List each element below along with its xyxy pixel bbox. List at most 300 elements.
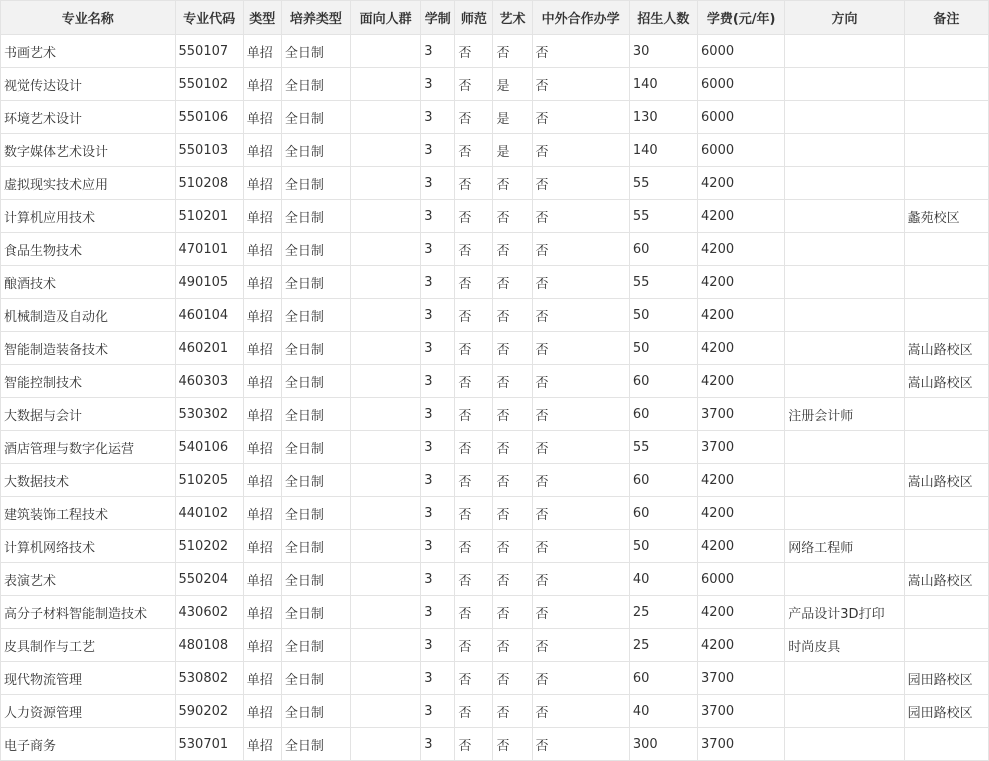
cell-major-name: 现代物流管理	[1, 662, 176, 695]
cell-target-group	[351, 299, 421, 332]
cell-art: 否	[493, 167, 532, 200]
table-row	[1, 35, 989, 68]
cell-target-group	[351, 134, 421, 167]
cell-remark	[904, 68, 988, 101]
cell-sino-foreign: 否	[532, 497, 629, 530]
cell-sino-foreign: 否	[532, 563, 629, 596]
cell-duration: 3	[421, 167, 455, 200]
cell-art: 否	[493, 398, 532, 431]
cell-sino-foreign: 否	[532, 365, 629, 398]
column-header-normal-school: 师范	[455, 1, 493, 35]
cell-type: 单招	[243, 68, 281, 101]
cell-major-name: 皮具制作与工艺	[1, 629, 176, 662]
cell-duration: 3	[421, 266, 455, 299]
cell-major-name: 视觉传达设计	[1, 68, 176, 101]
cell-duration: 3	[421, 35, 455, 68]
cell-art: 否	[493, 200, 532, 233]
cell-sino-foreign: 否	[532, 398, 629, 431]
cell-duration: 3	[421, 200, 455, 233]
cell-enrollment: 25	[629, 629, 697, 662]
cell-target-group	[351, 200, 421, 233]
cell-target-group	[351, 662, 421, 695]
cell-target-group	[351, 728, 421, 761]
cell-major-code: 540106	[175, 431, 243, 464]
cell-study-mode: 全日制	[281, 200, 350, 233]
cell-major-name: 建筑装饰工程技术	[1, 497, 176, 530]
cell-art: 否	[493, 464, 532, 497]
cell-direction: 注册会计师	[785, 398, 904, 431]
cell-study-mode: 全日制	[281, 695, 350, 728]
cell-study-mode: 全日制	[281, 35, 350, 68]
column-header-enrollment: 招生人数	[629, 1, 697, 35]
cell-enrollment: 25	[629, 596, 697, 629]
cell-normal-school: 否	[455, 299, 493, 332]
cell-target-group	[351, 68, 421, 101]
column-header-sino-foreign: 中外合作办学	[532, 1, 629, 35]
cell-major-code: 510205	[175, 464, 243, 497]
cell-tuition: 4200	[698, 233, 785, 266]
cell-enrollment: 60	[629, 398, 697, 431]
cell-direction: 时尚皮具	[785, 629, 904, 662]
cell-type: 单招	[243, 662, 281, 695]
table-row	[1, 563, 989, 596]
cell-study-mode: 全日制	[281, 68, 350, 101]
cell-target-group	[351, 167, 421, 200]
cell-study-mode: 全日制	[281, 233, 350, 266]
cell-study-mode: 全日制	[281, 464, 350, 497]
cell-target-group	[351, 398, 421, 431]
cell-sino-foreign: 否	[532, 266, 629, 299]
cell-major-name: 高分子材料智能制造技术	[1, 596, 176, 629]
cell-normal-school: 否	[455, 134, 493, 167]
cell-study-mode: 全日制	[281, 728, 350, 761]
cell-duration: 3	[421, 728, 455, 761]
cell-study-mode: 全日制	[281, 530, 350, 563]
cell-major-name: 食品生物技术	[1, 233, 176, 266]
column-header-major-code: 专业代码	[175, 1, 243, 35]
column-header-remark: 备注	[904, 1, 988, 35]
cell-enrollment: 300	[629, 728, 697, 761]
cell-remark	[904, 101, 988, 134]
cell-major-code: 530302	[175, 398, 243, 431]
cell-major-name: 机械制造及自动化	[1, 299, 176, 332]
cell-normal-school: 否	[455, 398, 493, 431]
cell-major-name: 虚拟现实技术应用	[1, 167, 176, 200]
cell-target-group	[351, 596, 421, 629]
column-header-study-mode: 培养类型	[281, 1, 350, 35]
cell-duration: 3	[421, 431, 455, 464]
cell-major-code: 530701	[175, 728, 243, 761]
cell-remark	[904, 134, 988, 167]
cell-target-group	[351, 629, 421, 662]
cell-enrollment: 60	[629, 662, 697, 695]
cell-direction	[785, 431, 904, 464]
cell-normal-school: 否	[455, 365, 493, 398]
cell-major-name: 表演艺术	[1, 563, 176, 596]
cell-remark: 嵩山路校区	[904, 332, 988, 365]
cell-remark: 园田路校区	[904, 662, 988, 695]
cell-major-code: 530802	[175, 662, 243, 695]
cell-art: 否	[493, 35, 532, 68]
cell-tuition: 4200	[698, 497, 785, 530]
table-row	[1, 167, 989, 200]
cell-art: 否	[493, 530, 532, 563]
column-header-target-group: 面向人群	[351, 1, 421, 35]
cell-tuition: 4200	[698, 530, 785, 563]
cell-study-mode: 全日制	[281, 497, 350, 530]
cell-art: 否	[493, 695, 532, 728]
cell-type: 单招	[243, 695, 281, 728]
cell-major-name: 智能制造装备技术	[1, 332, 176, 365]
cell-study-mode: 全日制	[281, 332, 350, 365]
cell-direction	[785, 563, 904, 596]
cell-major-name: 酒店管理与数字化运营	[1, 431, 176, 464]
cell-sino-foreign: 否	[532, 68, 629, 101]
cell-enrollment: 130	[629, 101, 697, 134]
cell-sino-foreign: 否	[532, 233, 629, 266]
cell-enrollment: 60	[629, 233, 697, 266]
cell-art: 是	[493, 68, 532, 101]
cell-sino-foreign: 否	[532, 134, 629, 167]
cell-target-group	[351, 695, 421, 728]
cell-remark: 嵩山路校区	[904, 563, 988, 596]
cell-major-code: 510208	[175, 167, 243, 200]
cell-art: 否	[493, 233, 532, 266]
cell-duration: 3	[421, 662, 455, 695]
cell-sino-foreign: 否	[532, 35, 629, 68]
cell-tuition: 4200	[698, 464, 785, 497]
cell-direction	[785, 662, 904, 695]
cell-tuition: 3700	[698, 662, 785, 695]
cell-direction	[785, 332, 904, 365]
cell-normal-school: 否	[455, 695, 493, 728]
cell-major-code: 440102	[175, 497, 243, 530]
table-row	[1, 68, 989, 101]
cell-duration: 3	[421, 101, 455, 134]
cell-normal-school: 否	[455, 530, 493, 563]
cell-major-code: 480108	[175, 629, 243, 662]
cell-art: 否	[493, 662, 532, 695]
cell-enrollment: 140	[629, 134, 697, 167]
cell-target-group	[351, 365, 421, 398]
cell-duration: 3	[421, 629, 455, 662]
cell-study-mode: 全日制	[281, 431, 350, 464]
cell-tuition: 3700	[698, 728, 785, 761]
cell-enrollment: 140	[629, 68, 697, 101]
cell-enrollment: 50	[629, 530, 697, 563]
cell-direction	[785, 464, 904, 497]
cell-normal-school: 否	[455, 101, 493, 134]
cell-major-name: 酿酒技术	[1, 266, 176, 299]
table-row	[1, 431, 989, 464]
cell-target-group	[351, 332, 421, 365]
cell-art: 否	[493, 431, 532, 464]
cell-tuition: 4200	[698, 200, 785, 233]
cell-remark: 蠡苑校区	[904, 200, 988, 233]
table-row	[1, 266, 989, 299]
table-row	[1, 101, 989, 134]
cell-major-code: 510202	[175, 530, 243, 563]
cell-study-mode: 全日制	[281, 266, 350, 299]
cell-normal-school: 否	[455, 233, 493, 266]
cell-direction	[785, 299, 904, 332]
cell-normal-school: 否	[455, 167, 493, 200]
cell-tuition: 6000	[698, 101, 785, 134]
cell-tuition: 4200	[698, 629, 785, 662]
cell-normal-school: 否	[455, 431, 493, 464]
cell-major-name: 人力资源管理	[1, 695, 176, 728]
table-row	[1, 299, 989, 332]
cell-duration: 3	[421, 530, 455, 563]
table-row	[1, 695, 989, 728]
column-header-duration: 学制	[421, 1, 455, 35]
cell-tuition: 3700	[698, 398, 785, 431]
cell-direction	[785, 35, 904, 68]
column-header-direction: 方向	[785, 1, 904, 35]
cell-tuition: 3700	[698, 431, 785, 464]
cell-study-mode: 全日制	[281, 662, 350, 695]
cell-remark	[904, 266, 988, 299]
cell-major-code: 460201	[175, 332, 243, 365]
cell-study-mode: 全日制	[281, 299, 350, 332]
cell-remark	[904, 167, 988, 200]
cell-normal-school: 否	[455, 332, 493, 365]
cell-major-name: 数字媒体艺术设计	[1, 134, 176, 167]
cell-duration: 3	[421, 398, 455, 431]
cell-art: 否	[493, 299, 532, 332]
cell-major-code: 550204	[175, 563, 243, 596]
cell-duration: 3	[421, 464, 455, 497]
cell-sino-foreign: 否	[532, 530, 629, 563]
cell-remark: 园田路校区	[904, 695, 988, 728]
cell-enrollment: 60	[629, 365, 697, 398]
cell-duration: 3	[421, 332, 455, 365]
cell-direction	[785, 728, 904, 761]
cell-art: 否	[493, 266, 532, 299]
cell-type: 单招	[243, 200, 281, 233]
cell-normal-school: 否	[455, 662, 493, 695]
cell-sino-foreign: 否	[532, 332, 629, 365]
cell-duration: 3	[421, 134, 455, 167]
cell-remark	[904, 497, 988, 530]
cell-duration: 3	[421, 596, 455, 629]
cell-remark: 嵩山路校区	[904, 464, 988, 497]
cell-enrollment: 40	[629, 695, 697, 728]
table-row	[1, 728, 989, 761]
cell-major-code: 460104	[175, 299, 243, 332]
cell-remark	[904, 35, 988, 68]
cell-sino-foreign: 否	[532, 695, 629, 728]
cell-direction	[785, 365, 904, 398]
cell-major-name: 计算机应用技术	[1, 200, 176, 233]
cell-sino-foreign: 否	[532, 101, 629, 134]
table-row	[1, 530, 989, 563]
cell-type: 单招	[243, 35, 281, 68]
cell-type: 单招	[243, 530, 281, 563]
cell-normal-school: 否	[455, 35, 493, 68]
cell-normal-school: 否	[455, 563, 493, 596]
cell-normal-school: 否	[455, 200, 493, 233]
cell-normal-school: 否	[455, 464, 493, 497]
cell-normal-school: 否	[455, 728, 493, 761]
table-row	[1, 398, 989, 431]
table-row	[1, 662, 989, 695]
cell-direction	[785, 134, 904, 167]
table-row	[1, 365, 989, 398]
cell-study-mode: 全日制	[281, 398, 350, 431]
cell-study-mode: 全日制	[281, 629, 350, 662]
column-header-type: 类型	[243, 1, 281, 35]
cell-major-name: 环境艺术设计	[1, 101, 176, 134]
cell-major-code: 550103	[175, 134, 243, 167]
table-row	[1, 200, 989, 233]
cell-type: 单招	[243, 134, 281, 167]
cell-enrollment: 55	[629, 431, 697, 464]
cell-normal-school: 否	[455, 497, 493, 530]
cell-target-group	[351, 530, 421, 563]
table-row	[1, 497, 989, 530]
cell-sino-foreign: 否	[532, 728, 629, 761]
cell-major-code: 550102	[175, 68, 243, 101]
cell-sino-foreign: 否	[532, 596, 629, 629]
cell-tuition: 6000	[698, 35, 785, 68]
cell-direction	[785, 167, 904, 200]
cell-major-code: 510201	[175, 200, 243, 233]
cell-remark	[904, 299, 988, 332]
cell-enrollment: 50	[629, 332, 697, 365]
cell-type: 单招	[243, 596, 281, 629]
cell-study-mode: 全日制	[281, 563, 350, 596]
cell-sino-foreign: 否	[532, 200, 629, 233]
table-row	[1, 134, 989, 167]
cell-type: 单招	[243, 629, 281, 662]
cell-major-code: 550107	[175, 35, 243, 68]
cell-major-code: 590202	[175, 695, 243, 728]
column-header-tuition: 学费(元/年)	[698, 1, 785, 35]
table-row	[1, 233, 989, 266]
cell-target-group	[351, 497, 421, 530]
cell-tuition: 4200	[698, 596, 785, 629]
cell-tuition: 6000	[698, 134, 785, 167]
cell-art: 是	[493, 101, 532, 134]
cell-target-group	[351, 563, 421, 596]
cell-normal-school: 否	[455, 266, 493, 299]
cell-direction	[785, 695, 904, 728]
cell-study-mode: 全日制	[281, 134, 350, 167]
cell-major-code: 490105	[175, 266, 243, 299]
cell-study-mode: 全日制	[281, 101, 350, 134]
cell-major-code: 470101	[175, 233, 243, 266]
cell-type: 单招	[243, 563, 281, 596]
cell-duration: 3	[421, 365, 455, 398]
cell-type: 单招	[243, 101, 281, 134]
cell-sino-foreign: 否	[532, 464, 629, 497]
cell-type: 单招	[243, 233, 281, 266]
cell-direction	[785, 101, 904, 134]
cell-normal-school: 否	[455, 596, 493, 629]
cell-sino-foreign: 否	[532, 167, 629, 200]
cell-tuition: 4200	[698, 167, 785, 200]
cell-art: 否	[493, 365, 532, 398]
cell-tuition: 6000	[698, 68, 785, 101]
table-row	[1, 332, 989, 365]
cell-enrollment: 60	[629, 464, 697, 497]
cell-duration: 3	[421, 233, 455, 266]
cell-normal-school: 否	[455, 68, 493, 101]
cell-enrollment: 30	[629, 35, 697, 68]
cell-art: 否	[493, 563, 532, 596]
cell-remark	[904, 728, 988, 761]
cell-major-name: 电子商务	[1, 728, 176, 761]
cell-major-name: 大数据技术	[1, 464, 176, 497]
cell-tuition: 4200	[698, 266, 785, 299]
cell-major-name: 智能控制技术	[1, 365, 176, 398]
cell-type: 单招	[243, 497, 281, 530]
cell-tuition: 3700	[698, 695, 785, 728]
cell-target-group	[351, 35, 421, 68]
cell-target-group	[351, 266, 421, 299]
cell-target-group	[351, 233, 421, 266]
table-row	[1, 629, 989, 662]
cell-sino-foreign: 否	[532, 662, 629, 695]
cell-remark	[904, 629, 988, 662]
cell-normal-school: 否	[455, 629, 493, 662]
cell-major-code: 550106	[175, 101, 243, 134]
cell-target-group	[351, 431, 421, 464]
cell-sino-foreign: 否	[532, 431, 629, 464]
cell-duration: 3	[421, 68, 455, 101]
cell-duration: 3	[421, 497, 455, 530]
cell-remark	[904, 431, 988, 464]
cell-tuition: 4200	[698, 332, 785, 365]
cell-type: 单招	[243, 299, 281, 332]
cell-study-mode: 全日制	[281, 596, 350, 629]
cell-study-mode: 全日制	[281, 167, 350, 200]
table-row	[1, 596, 989, 629]
cell-enrollment: 60	[629, 497, 697, 530]
cell-target-group	[351, 464, 421, 497]
cell-direction	[785, 200, 904, 233]
header-row	[1, 1, 989, 35]
table-body	[1, 35, 989, 761]
cell-duration: 3	[421, 695, 455, 728]
table-row	[1, 464, 989, 497]
cell-study-mode: 全日制	[281, 365, 350, 398]
cell-direction	[785, 266, 904, 299]
cell-art: 否	[493, 629, 532, 662]
cell-type: 单招	[243, 365, 281, 398]
cell-direction	[785, 497, 904, 530]
cell-art: 否	[493, 332, 532, 365]
cell-tuition: 4200	[698, 365, 785, 398]
cell-direction	[785, 233, 904, 266]
cell-art: 否	[493, 596, 532, 629]
cell-enrollment: 50	[629, 299, 697, 332]
column-header-art: 艺术	[493, 1, 532, 35]
cell-enrollment: 55	[629, 200, 697, 233]
cell-enrollment: 40	[629, 563, 697, 596]
cell-direction	[785, 68, 904, 101]
cell-type: 单招	[243, 728, 281, 761]
cell-art: 是	[493, 134, 532, 167]
cell-direction: 网络工程师	[785, 530, 904, 563]
cell-type: 单招	[243, 398, 281, 431]
column-header-major-name: 专业名称	[1, 1, 176, 35]
cell-type: 单招	[243, 464, 281, 497]
cell-remark	[904, 233, 988, 266]
cell-duration: 3	[421, 299, 455, 332]
cell-sino-foreign: 否	[532, 629, 629, 662]
